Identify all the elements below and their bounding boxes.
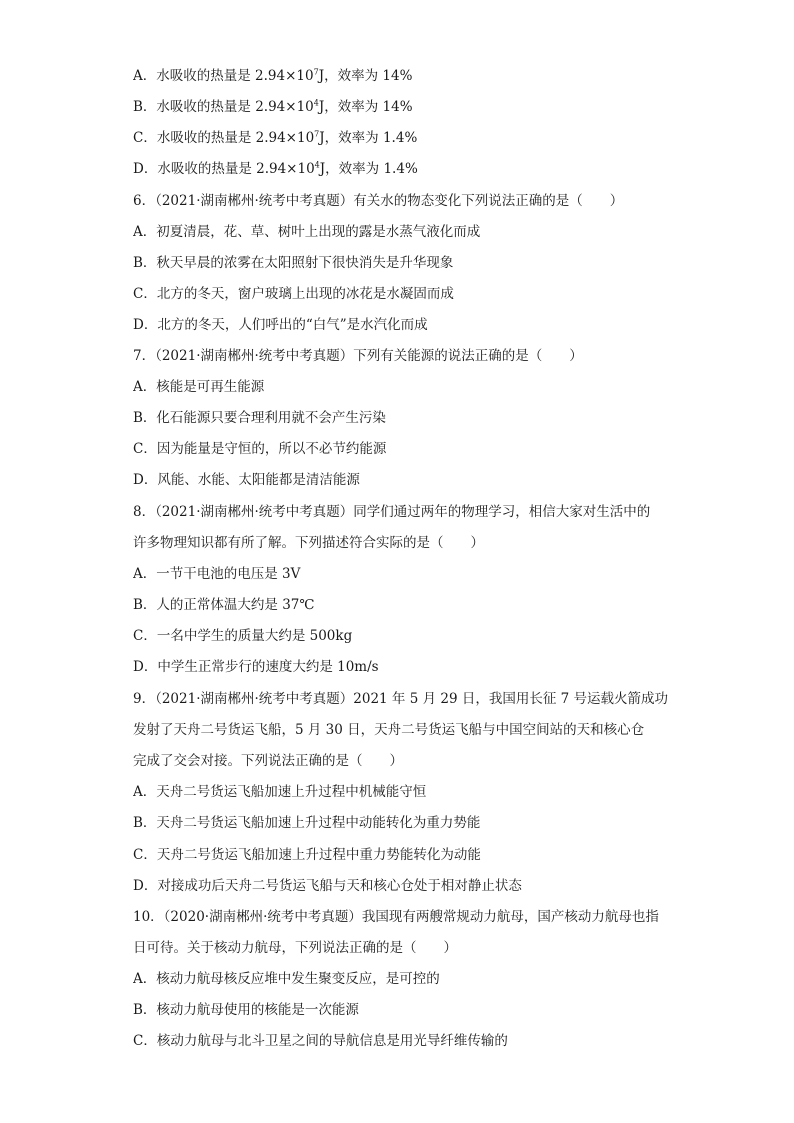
q5-option-b-text-end: J，效率为 14% <box>318 99 413 115</box>
q5-option-b-exponent: 4 <box>313 98 319 108</box>
q6-option-b: B．秋天早晨的浓雾在太阳照射下很快消失是升华现象 <box>133 255 454 271</box>
q5-option-c-text: C．水吸收的热量是 2.94×10 <box>133 130 315 146</box>
q10-option-b: B．核动力航母使用的核能是一次能源 <box>133 1002 359 1018</box>
q9-option-c: C．天舟二号货运飞船加速上升过程中重力势能转化为动能 <box>133 847 481 863</box>
q5-option-b-text: B．水吸收的热量是 2.94×10 <box>133 99 314 115</box>
q5-option-d-text-end: J，效率为 1.4% <box>319 161 418 177</box>
q8-stem-line-1: 8．（2021·湖南郴州·统考中考真题）同学们通过两年的物理学习，相信大家对生活中的 <box>133 504 651 520</box>
q9-stem-line-3: 完成了交会对接。下列说法正确的是（ ） <box>133 753 403 769</box>
q5-option-d-text: D．水吸收的热量是 2.94×10 <box>133 161 315 177</box>
q10-stem-line-1: 10．（2020·湖南郴州·统考中考真题）我国现有两艘常规动力航母，国产核动力航母也指 <box>133 909 659 925</box>
q8-option-d: D．中学生正常步行的速度大约是 10m/s <box>133 659 379 675</box>
q5-option-c-exponent: 7 <box>314 129 320 139</box>
q5-option-d-exponent: 4 <box>314 160 320 170</box>
q5-option-a-text-end: J，效率为 14% <box>318 68 413 84</box>
q9-option-b: B．天舟二号货运飞船加速上升过程中动能转化为重力势能 <box>133 815 481 831</box>
q9-option-d: D．对接成功后天舟二号货运飞船与天和核心仓处于相对静止状态 <box>133 878 522 894</box>
q10-option-c: C．核动力航母与北斗卫星之间的导航信息是用光导纤维传输的 <box>133 1033 508 1049</box>
q9-option-a: A．天舟二号货运飞船加速上升过程中机械能守恒 <box>133 784 427 800</box>
q5-option-a <box>133 66 673 86</box>
q6-option-a: A．初夏清晨，花、草、树叶上出现的露是水蒸气液化而成 <box>133 224 481 240</box>
q7-option-a: A．核能是可再生能源 <box>133 379 265 395</box>
q8-stem-line-2: 许多物理知识都有所了解。下列描述符合实际的是（ ） <box>133 535 484 551</box>
q8-option-b: B．人的正常体温大约是 37℃ <box>133 597 315 613</box>
q5-option-d <box>133 159 673 179</box>
q8-option-a: A．一节干电池的电压是 3V <box>133 566 301 582</box>
q9-stem-line-2: 发射了天舟二号货运飞船，5 月 30 日，天舟二号货运飞船与中国空间站的天和核心仓 <box>133 722 645 738</box>
q6-option-c: C．北方的冬天，窗户玻璃上出现的冰花是水凝固而成 <box>133 286 454 302</box>
q5-option-a-text: A．水吸收的热量是 2.94×10 <box>133 68 314 84</box>
q5-option-a-exponent: 7 <box>313 67 319 77</box>
q7-option-c: C．因为能量是守恒的，所以不必节约能源 <box>133 441 387 457</box>
q6-option-d: D．北方的冬天，人们呼出的“白气”是水汽化而成 <box>133 317 428 333</box>
q10-stem-line-2: 日可待。关于核动力航母，下列说法正确的是（ ） <box>133 940 457 956</box>
q5-option-c <box>133 128 673 148</box>
q7-stem: 7．（2021·湖南郴州·统考中考真题）下列有关能源的说法正确的是（ ） <box>133 348 583 364</box>
q7-option-d: D．风能、水能、太阳能都是清洁能源 <box>133 472 360 488</box>
q5-option-b <box>133 97 673 117</box>
q8-option-c: C．一名中学生的质量大约是 500kg <box>133 628 353 644</box>
q7-option-b: B．化石能源只要合理利用就不会产生污染 <box>133 410 386 426</box>
q6-stem: 6．（2021·湖南郴州·统考中考真题）有关水的物态变化下列说法正确的是（ ） <box>133 193 624 209</box>
q5-option-c-text-end: J，效率为 1.4% <box>319 130 418 146</box>
q10-option-a: A．核动力航母核反应堆中发生聚变反应，是可控的 <box>133 971 440 987</box>
q9-stem-line-1: 9．（2021·湖南郴州·统考中考真题）2021 年 5 月 29 日，我国用长征 7 号运载火箭成功 <box>133 691 669 707</box>
